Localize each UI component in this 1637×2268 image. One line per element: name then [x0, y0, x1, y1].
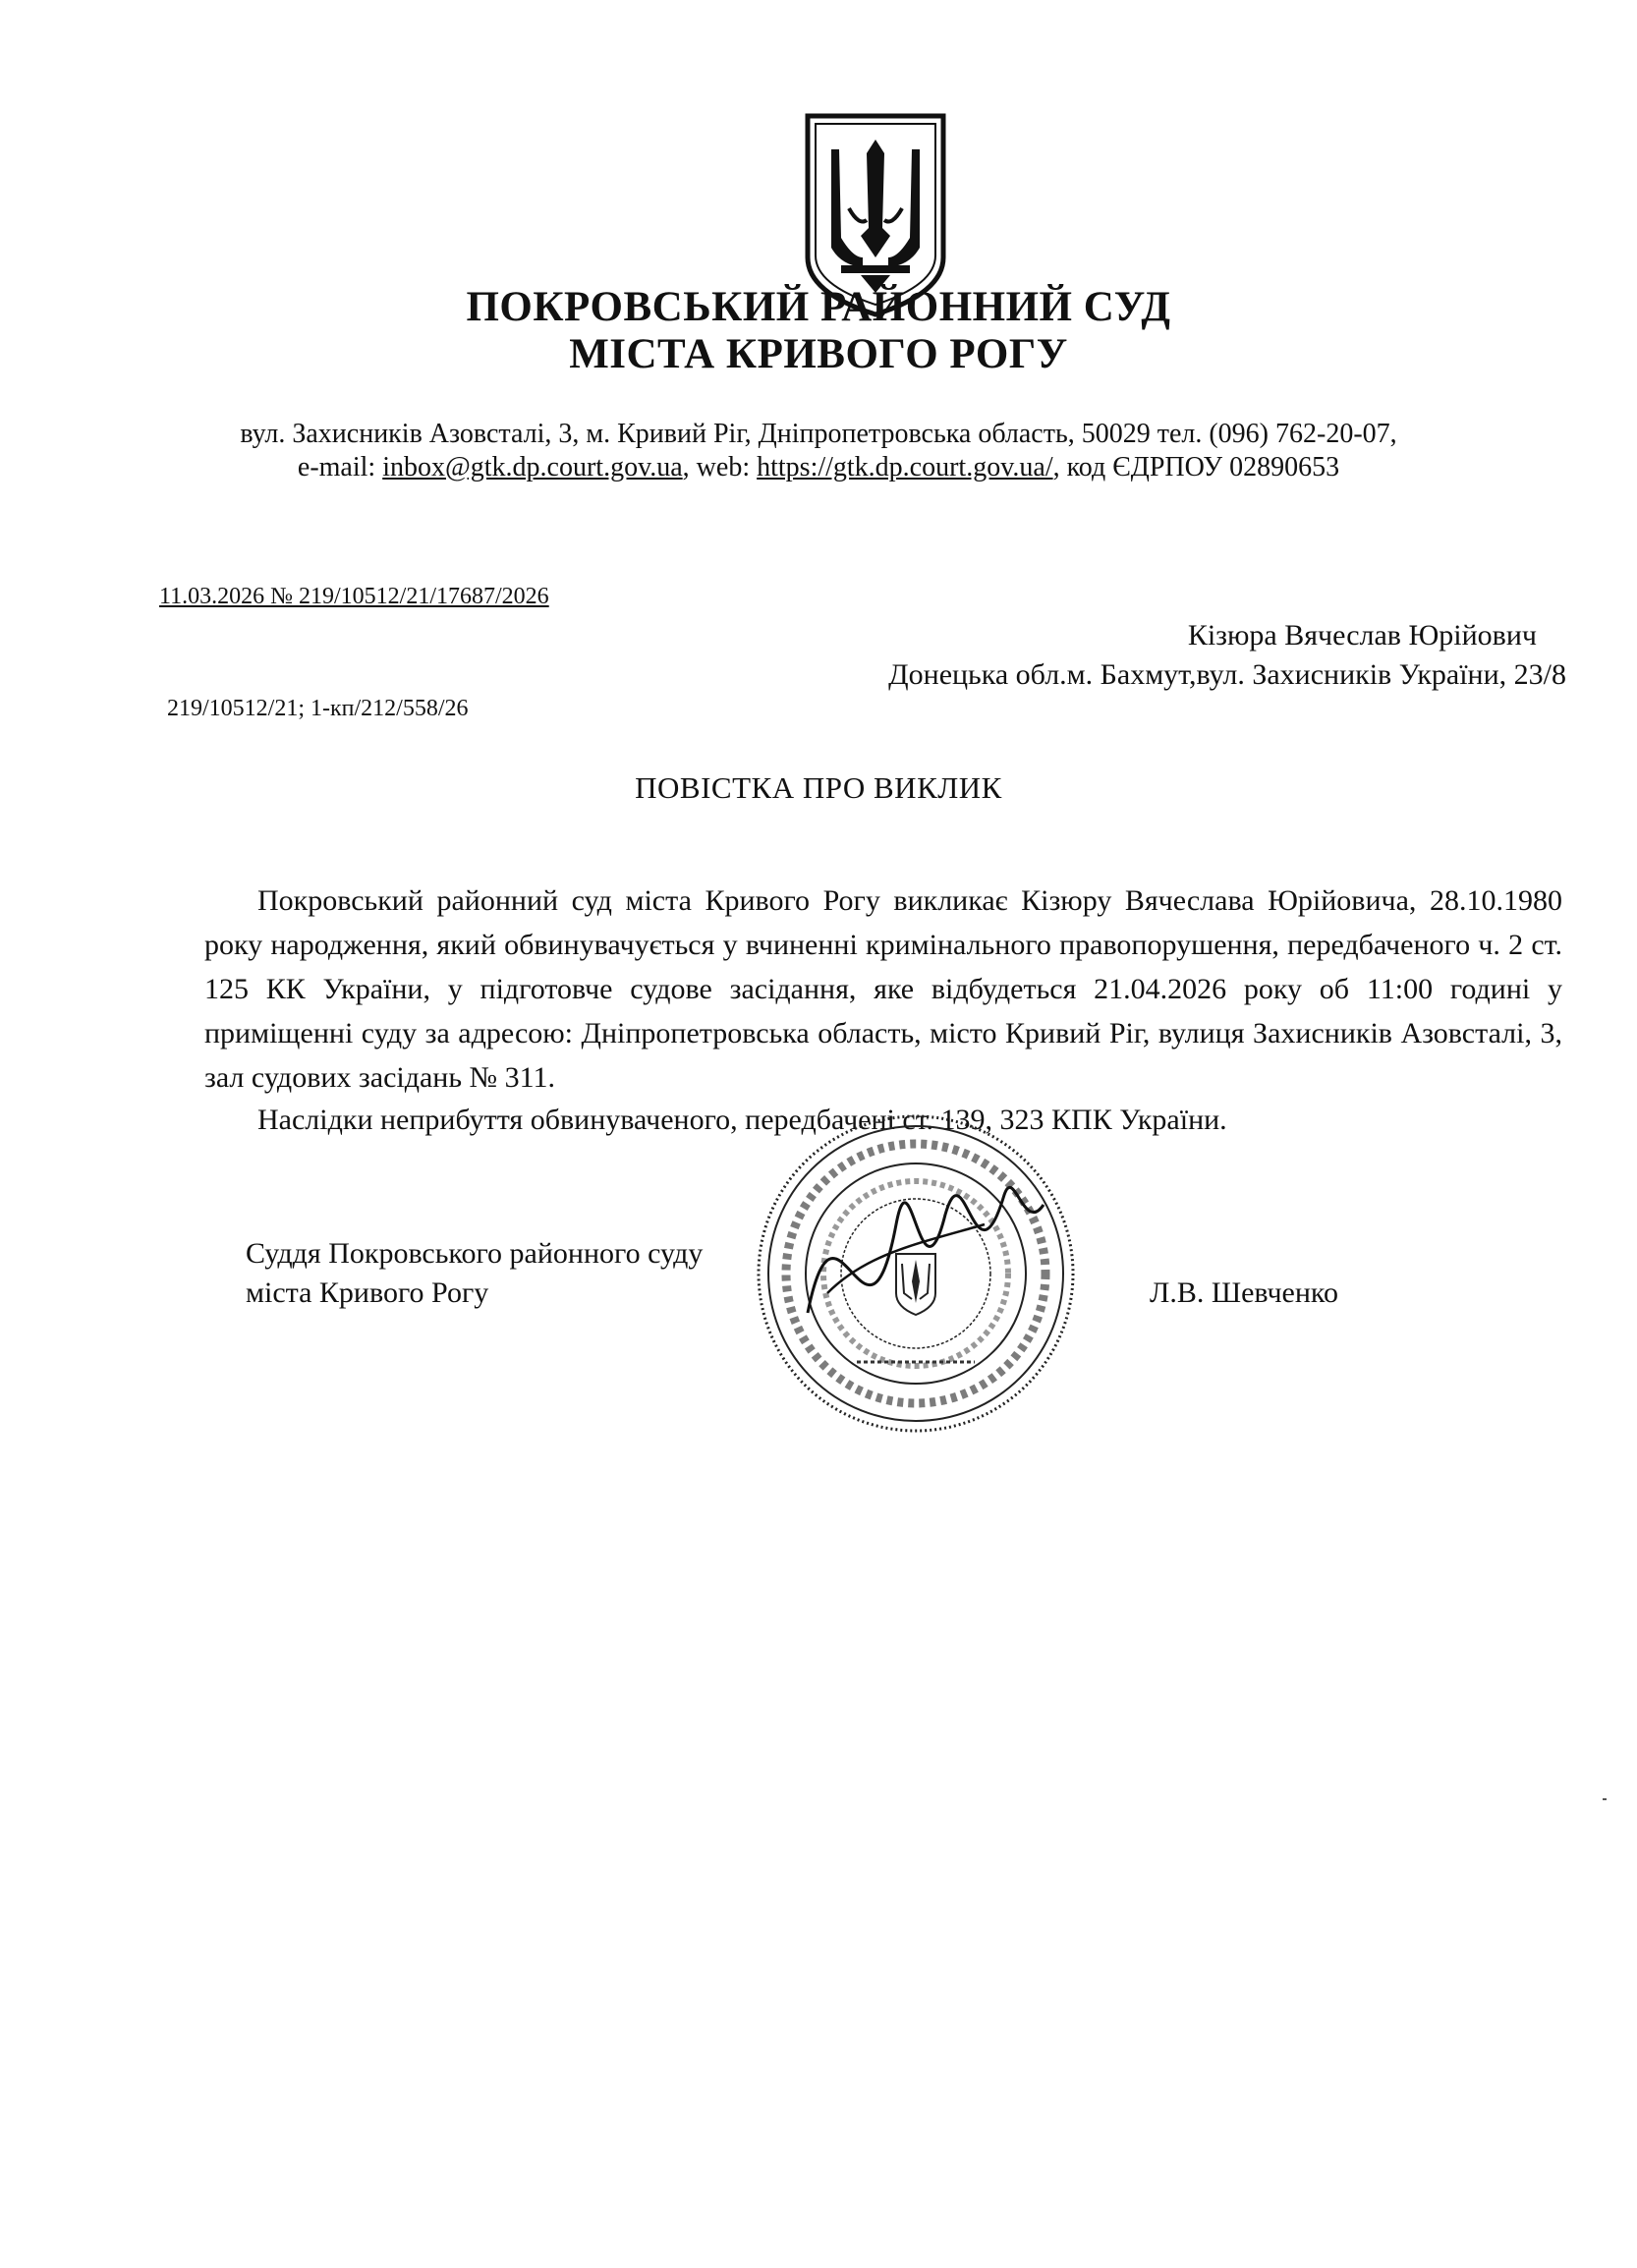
summons-paragraph: Покровський районний суд міста Кривого Рогу викликає Кізюру Вячеслава Юрійовича, 28.10.1980 року народження, який обвинувачується у вчиненні кримінального правопорушення, передбаченого ч. 2 ст. 125 КК України, у підготовче судове засідання, яке відбудеться 21.04.2026 року об 11:00 годині у приміщенні суду за адресою: Дніпропетровська область, місто Кривий Ріг, вулиця Захисників Азовсталі, 3, зал судових засідань № 311.	[204, 884, 1562, 1094]
court-address: вул. Захисників Азовсталі, 3, м. Кривий Ріг, Дніпропетровська область, 50029 тел. (096) 762-20-07,	[240, 419, 1397, 449]
case-reference: 219/10512/21; 1-кп/212/558/26	[167, 696, 469, 721]
web-label: web:	[696, 452, 758, 482]
court-name-line2: МІСТА КРИВОГО РОГУ	[569, 331, 1068, 377]
outgoing-number: 11.03.2026 № 219/10512/21/17687/2026	[159, 584, 549, 609]
judge-position-line1: Суддя Покровського районного суду	[246, 1237, 704, 1270]
email-label: e-mail:	[297, 452, 383, 482]
addressee-name: Кізюра Вячеслав Юрійович	[1187, 619, 1537, 652]
consequences-note: Наслідки неприбуття обвинуваченого, передбачені ст. 139, 323 КПК України.	[257, 1104, 1227, 1136]
scan-speck	[1603, 1798, 1607, 1800]
court-contacts	[0, 450, 1637, 485]
judge-name: Л.В. Шевченко	[1150, 1276, 1338, 1309]
email-link[interactable]: inbox@gtk.dp.court.gov.ua	[382, 452, 683, 482]
web-link[interactable]: https://gtk.dp.court.gov.ua/	[757, 452, 1053, 482]
judge-position-line2: міста Кривого Рогу	[246, 1276, 489, 1309]
addressee-address: Донецька обл.м. Бахмут,вул. Захисників України, 23/8	[888, 658, 1566, 691]
edrpou-code: , код ЄДРПОУ 02890653	[1052, 452, 1340, 482]
judge-position	[246, 1234, 703, 1313]
document-title: ПОВІСТКА ПРО ВИКЛИК	[635, 770, 1002, 805]
court-seal-stamp	[749, 1106, 1083, 1441]
court-name-line1: ПОКРОВСЬКИЙ РАЙОННИЙ СУД	[466, 284, 1171, 330]
email-separator: ,	[682, 452, 697, 482]
